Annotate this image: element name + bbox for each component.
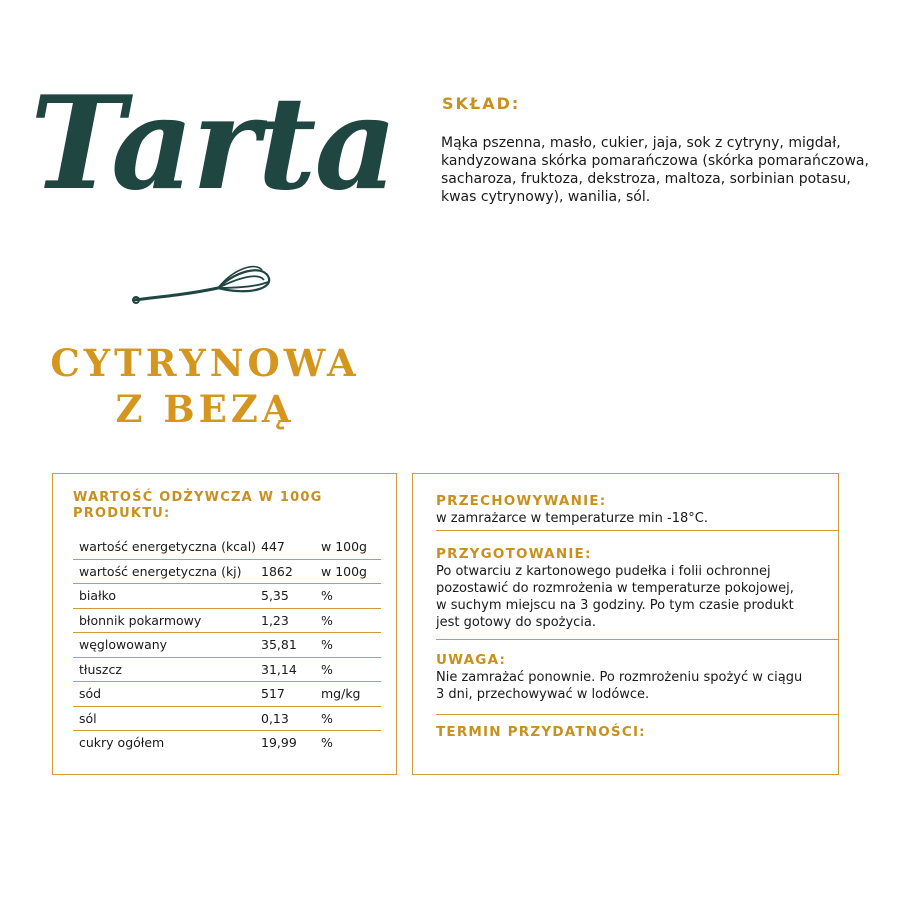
table-row: [73, 682, 381, 707]
nutrient-unit: %: [321, 608, 381, 633]
product-name-line2: Z BEZĄ: [115, 387, 295, 431]
nutrient-value: 1862: [261, 559, 321, 584]
table-row: [73, 535, 381, 559]
nutrient-name: sól: [73, 706, 261, 731]
ingredients-text: Mąka pszenna, masło, cukier, jaja, sok z cytryny, migdał, kandyzowana skórka pomarańczowa (skórka pomarańczowa, sacharoza, fruktoza, dekstroza, maltoza, sorbinian potasu, kwas cytrynowy), wanilia, sól.: [441, 135, 869, 205]
divider: [436, 530, 838, 531]
storage-text: w zamrażarce w temperaturze min -18°C.: [436, 511, 708, 526]
preparation-title: PRZYGOTOWANIE:: [436, 546, 592, 562]
nutrient-value: 447: [261, 535, 321, 559]
nutrient-value: 517: [261, 682, 321, 707]
nutrient-value: 1,23: [261, 608, 321, 633]
storage-section: [436, 493, 816, 527]
nutrient-value: 5,35: [261, 584, 321, 609]
nutrient-name: wartość energetyczna (kj): [73, 559, 261, 584]
nutrient-unit: w 100g: [321, 535, 381, 559]
nutrient-name: cukry ogółem: [79, 735, 165, 751]
expiry-title: TERMIN PRZYDATNOŚCI:: [436, 724, 646, 740]
nutrient-unit: %: [321, 706, 381, 731]
table-row: [73, 657, 381, 682]
whisk-icon: [130, 262, 280, 310]
preparation-line: jest gotowy do spożycia.: [436, 615, 597, 630]
table-row: [73, 608, 381, 633]
nutrient-value: 35,81: [261, 633, 321, 658]
warning-title: UWAGA:: [436, 652, 507, 668]
nutrient-name: węglowowany: [73, 633, 261, 658]
table-row: [73, 731, 381, 755]
warning-line: Nie zamrażać ponownie. Po rozmrożeniu spożyć w ciągu: [436, 670, 803, 685]
preparation-line: w suchym miejscu na 3 godziny. Po tym czasie produkt: [436, 598, 794, 613]
warning-section: [436, 652, 816, 703]
expiry-section: [436, 724, 816, 741]
table-row: [73, 633, 381, 658]
nutrient-value: 0,13: [261, 706, 321, 731]
table-row: [73, 706, 381, 731]
nutrient-unit: %: [321, 633, 381, 658]
nutrient-value: 31,14: [261, 657, 321, 682]
nutrition-panel: [52, 473, 397, 775]
preparation-line: Po otwarciu z kartonowego pudełka i folii ochronnej: [436, 564, 771, 579]
warning-line: 3 dni, przechowywać w lodówce.: [436, 687, 650, 702]
nutrient-unit: mg/kg: [321, 682, 381, 707]
nutrient-unit: %: [321, 735, 333, 751]
nutrient-name: błonnik pokarmowy: [73, 608, 261, 633]
divider: [436, 639, 838, 640]
preparation-section: [436, 546, 816, 631]
nutrient-value: 19,99: [261, 735, 297, 751]
nutrition-title: WARTOŚĆ ODŻYWCZA W 100G PRODUKTU:: [73, 490, 323, 521]
table-row: [73, 584, 381, 609]
nutrient-name: sód: [73, 682, 261, 707]
divider: [436, 714, 838, 715]
preparation-line: pozostawić do rozmrożenia w temperaturze pokojowej,: [436, 581, 794, 596]
ingredients-title: SKŁAD:: [442, 94, 521, 113]
table-row: [73, 559, 381, 584]
product-name-line1: CYTRYNOWA: [50, 341, 360, 385]
storage-title: PRZECHOWYWANIE:: [436, 493, 607, 509]
nutrient-unit: %: [321, 584, 381, 609]
product-name: [40, 340, 370, 432]
nutrition-table: [73, 535, 381, 755]
info-panel: [412, 473, 839, 775]
nutrient-name: białko: [73, 584, 261, 609]
brand-logo: Tarta: [30, 69, 396, 219]
nutrient-name: tłuszcz: [73, 657, 261, 682]
nutrient-name: wartość energetyczna (kcal): [73, 535, 261, 559]
nutrient-unit: %: [321, 657, 381, 682]
nutrient-unit: w 100g: [321, 559, 381, 584]
